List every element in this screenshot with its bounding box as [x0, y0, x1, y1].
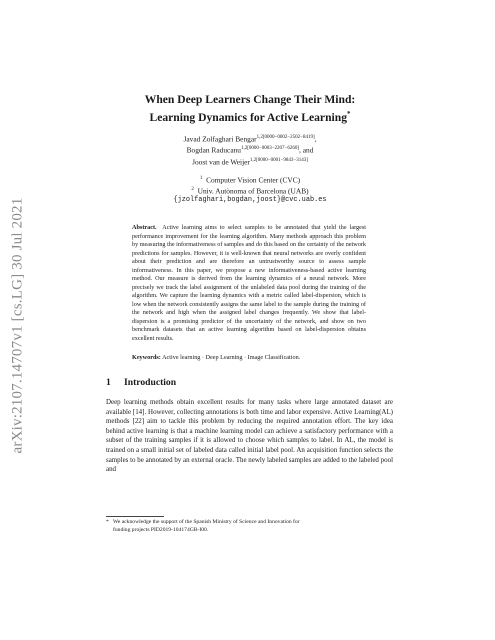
title-line-2-wrapper	[60, 107, 440, 125]
paper-title	[60, 92, 440, 125]
keywords-text: Active learning · Deep Learning · Image Classification.	[162, 354, 301, 361]
author-orcid: 1,2[0000−0002−2502−8419]	[256, 135, 315, 140]
affiliation-text: Univ. Autònoma of Barcelona (UAB)	[197, 186, 309, 196]
footnote-text-2: funding projects PID2019-104174GB-I00.	[113, 526, 209, 533]
author-orcid: 1,2[0000−0003−2207−6260]	[240, 146, 300, 152]
footnote-divider	[106, 516, 164, 517]
title-footnote-mark: *	[347, 110, 351, 118]
keywords-label: Keywords:	[132, 354, 161, 361]
title-line-1: When Deep Learners Change Their Mind:	[144, 93, 356, 106]
author-1	[60, 133, 440, 144]
affiliation-1	[60, 174, 440, 185]
author-orcid: 1,2[0000−0001−9843−3143]	[249, 157, 308, 163]
author-name: Joost van de Weijer	[192, 157, 250, 166]
author-2	[60, 144, 440, 155]
arxiv-identifier-stamp	[4, 180, 32, 470]
affiliation-mark: 2	[191, 187, 194, 193]
section-number: 1	[106, 377, 111, 388]
abstract-text: Active learning aims to select samples to be annotated that yield the largest performance improvement for the learning algorithm. Many methods approach this problem by measuring the informativeness of samples and do this based on the certainty of the network predictions for samples. However, it is well-known that neural networks are overly confident about their prediction and are therefore an untrustworthy source to assess sample informativeness. In this paper, we propose a new informativeness-based active learning method. Our measure is derived from the learning dynamics of a neural network. More precisely we track the label assignment of the unlabeled data pool during the training of the algorithm. We capture the learning dynamics with a metric called label-dispersion, which is low when the network consistently assigns the same label to the sample during the training of the network and high when the assigned label changes frequently. We show that label-dispersion is a promising predictor of the uncertainty of the network, and show on two benchmark datasets that an active learning algorithm based on label-dispersion obtains excellent results.	[132, 224, 366, 342]
author-separator: , and	[299, 145, 314, 155]
abstract	[132, 224, 366, 343]
footnote-text-1: We acknowledge the support of the Spanish Ministry of Science and Innovation for	[113, 519, 300, 525]
author-emails: {jzolfaghari,bogdan,joost}@cvc.uab.es	[173, 196, 327, 205]
author-list	[60, 133, 440, 167]
author-3	[60, 156, 440, 167]
author-name: Bogdan Raducanu	[186, 145, 241, 155]
affiliation-text: Computer Vision Center (CVC)	[206, 175, 301, 185]
footnote-line-1	[106, 519, 393, 527]
affiliation-mark: 1	[199, 176, 203, 181]
title-line-2: Learning Dynamics for Active Learning	[149, 110, 347, 124]
section-heading-introduction	[106, 377, 176, 388]
affiliation-2	[60, 185, 440, 196]
footnote-mark: *	[106, 519, 109, 525]
author-name: Javad Zolfaghari Bengar	[183, 134, 257, 144]
author-separator: ,	[314, 134, 317, 144]
footnote	[106, 519, 393, 534]
affiliations	[60, 174, 440, 206]
abstract-label: Abstract.	[132, 224, 157, 231]
arxiv-identifier-text: arXiv:2107.14707v1 [cs.LG] 30 Jul 2021	[9, 197, 26, 453]
section-title: Introduction	[124, 377, 177, 388]
introduction-paragraph: Deep learning methods obtain excellent results for many tasks where large annotated dataset are available [14]. However, collecting annotations is both time and labor expensive. Active Learning(AL) methods [22] aim to tackle this problem by reducing the required annotation effort. The key idea behind active learning is that a machine learning model can achieve a satisfactory performance with a subset of the training samples if it is allowed to choose which samples to label. In AL, the model is trained on a small initial set of labeled data called initial label pool. An acquisition function selects the samples to be annotated by an external oracle. The newly labeled samples are added to the labeled pool and	[106, 398, 393, 474]
keywords	[132, 354, 366, 363]
